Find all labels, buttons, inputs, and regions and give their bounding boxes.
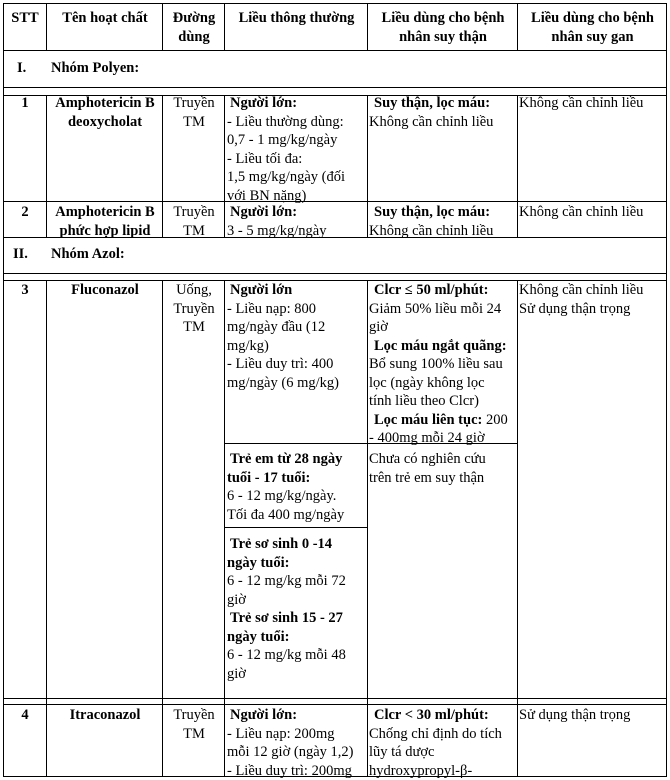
hepatic-dose-cell: Không cần chỉnh liều Sử dụng thận trọng [519, 282, 644, 317]
group-title: Nhóm Polyen: [51, 60, 140, 76]
row-divider [3, 273, 667, 274]
renal-dose-cell: Suy thận, lọc máu: Không cần chỉnh liều [369, 204, 494, 239]
usual-dose-cell: Người lớn: - Liều nạp: 200mg mỗi 12 giờ (ngày 1,2) - Liều duy trì: 200mg [227, 707, 354, 779]
drug-name: Itraconazol [69, 707, 141, 723]
renal-dose-cell: Clcr < 30 ml/phút: Chống chỉ định do tích lũy tá dược hydroxypropyl-β- [369, 707, 502, 779]
column-divider [367, 280, 368, 777]
usual-dose-child: Trẻ em từ 28 ngày tuổi - 17 tuổi: 6 - 12 mg/kg/ngày. Tối đa 400 mg/ngày [227, 451, 345, 523]
usual-dose-cell: Người lớn: 3 - 5 mg/kg/ngày [227, 204, 327, 239]
header-usual-dose: Liều thông thường [238, 10, 355, 26]
column-divider [3, 3, 4, 777]
column-divider [666, 3, 667, 777]
row-stt: 2 [21, 204, 29, 220]
row-stt: 1 [21, 95, 29, 111]
header-route: Đường dùng [172, 10, 216, 45]
row-stt: 4 [21, 707, 29, 723]
renal-dose-child: Chưa có nghiên cứu trên trẻ em suy thận [369, 451, 486, 486]
column-divider [46, 280, 47, 777]
header-stt: STT [11, 10, 39, 26]
drug-name: Fluconazol [71, 282, 139, 298]
usual-dose-adult: Người lớn - Liều nạp: 800 mg/ngày đầu (12 mg/kg) - Liều duy trì: 400 mg/ngày (6 mg/kg) [227, 282, 339, 391]
row-divider [3, 87, 667, 88]
usual-dose-cell: Người lớn: - Liều thường dùng: 0,7 - 1 mg/kg/ngày - Liều tối đa: 1,5 mg/kg/ngày (đối với BN nặng) [227, 95, 346, 204]
hepatic-dose-cell: Sử dụng thận trọng [519, 707, 631, 723]
header-active-ingredient: Tên hoạt chất [62, 10, 148, 26]
drug-name: Amphotericin B phức hợp lipid [55, 204, 155, 239]
route-of-administration: Truyền TM [173, 204, 215, 239]
group-number: II. [13, 246, 28, 262]
header-renal-dose: Liều dùng cho bệnh nhân suy thận [381, 10, 505, 45]
row-divider [3, 704, 667, 705]
drug-name: Amphotericin B deoxycholat [55, 95, 155, 130]
row-divider [3, 50, 667, 51]
column-divider [367, 95, 368, 238]
header-hepatic-dose: Liều dùng cho bệnh nhân suy gan [531, 10, 654, 45]
table-border-top [3, 3, 667, 4]
renal-dose-cell: Suy thận, lọc máu: Không cần chỉnh liều [369, 95, 494, 130]
column-divider [517, 280, 518, 777]
route-of-administration: Uống, Truyền TM [173, 282, 215, 335]
hepatic-dose-cell: Không cần chỉnh liều [519, 204, 644, 220]
group-number: I. [17, 60, 27, 76]
usual-dose-neonate: Trẻ sơ sinh 0 -14 ngày tuổi: 6 - 12 mg/kg mỗi 72 giờ Trẻ sơ sinh 15 - 27 ngày tuổi: 6 - 12 mg/kg mỗi 48 giờ [227, 536, 346, 682]
row-stt: 3 [21, 282, 29, 298]
hepatic-dose-cell: Không cần chỉnh liều [519, 95, 644, 111]
group-title: Nhóm Azol: [51, 246, 125, 262]
column-divider [162, 280, 163, 777]
column-divider [517, 95, 518, 238]
route-of-administration: Truyền TM [173, 95, 215, 130]
column-divider [224, 280, 225, 777]
renal-dose-adult: Clcr ≤ 50 ml/phút: Giảm 50% liều mỗi 24 giờ Lọc máu ngắt quãng: Bổ sung 100% liều sau lọc (ngày không lọc tính liều theo Clcr) Lọc máu liên tục: 200 - 400mg mỗi 24 giờ [369, 282, 508, 446]
sub-row-divider [224, 527, 368, 528]
row-divider [3, 698, 667, 699]
route-of-administration: Truyền TM [173, 707, 215, 742]
